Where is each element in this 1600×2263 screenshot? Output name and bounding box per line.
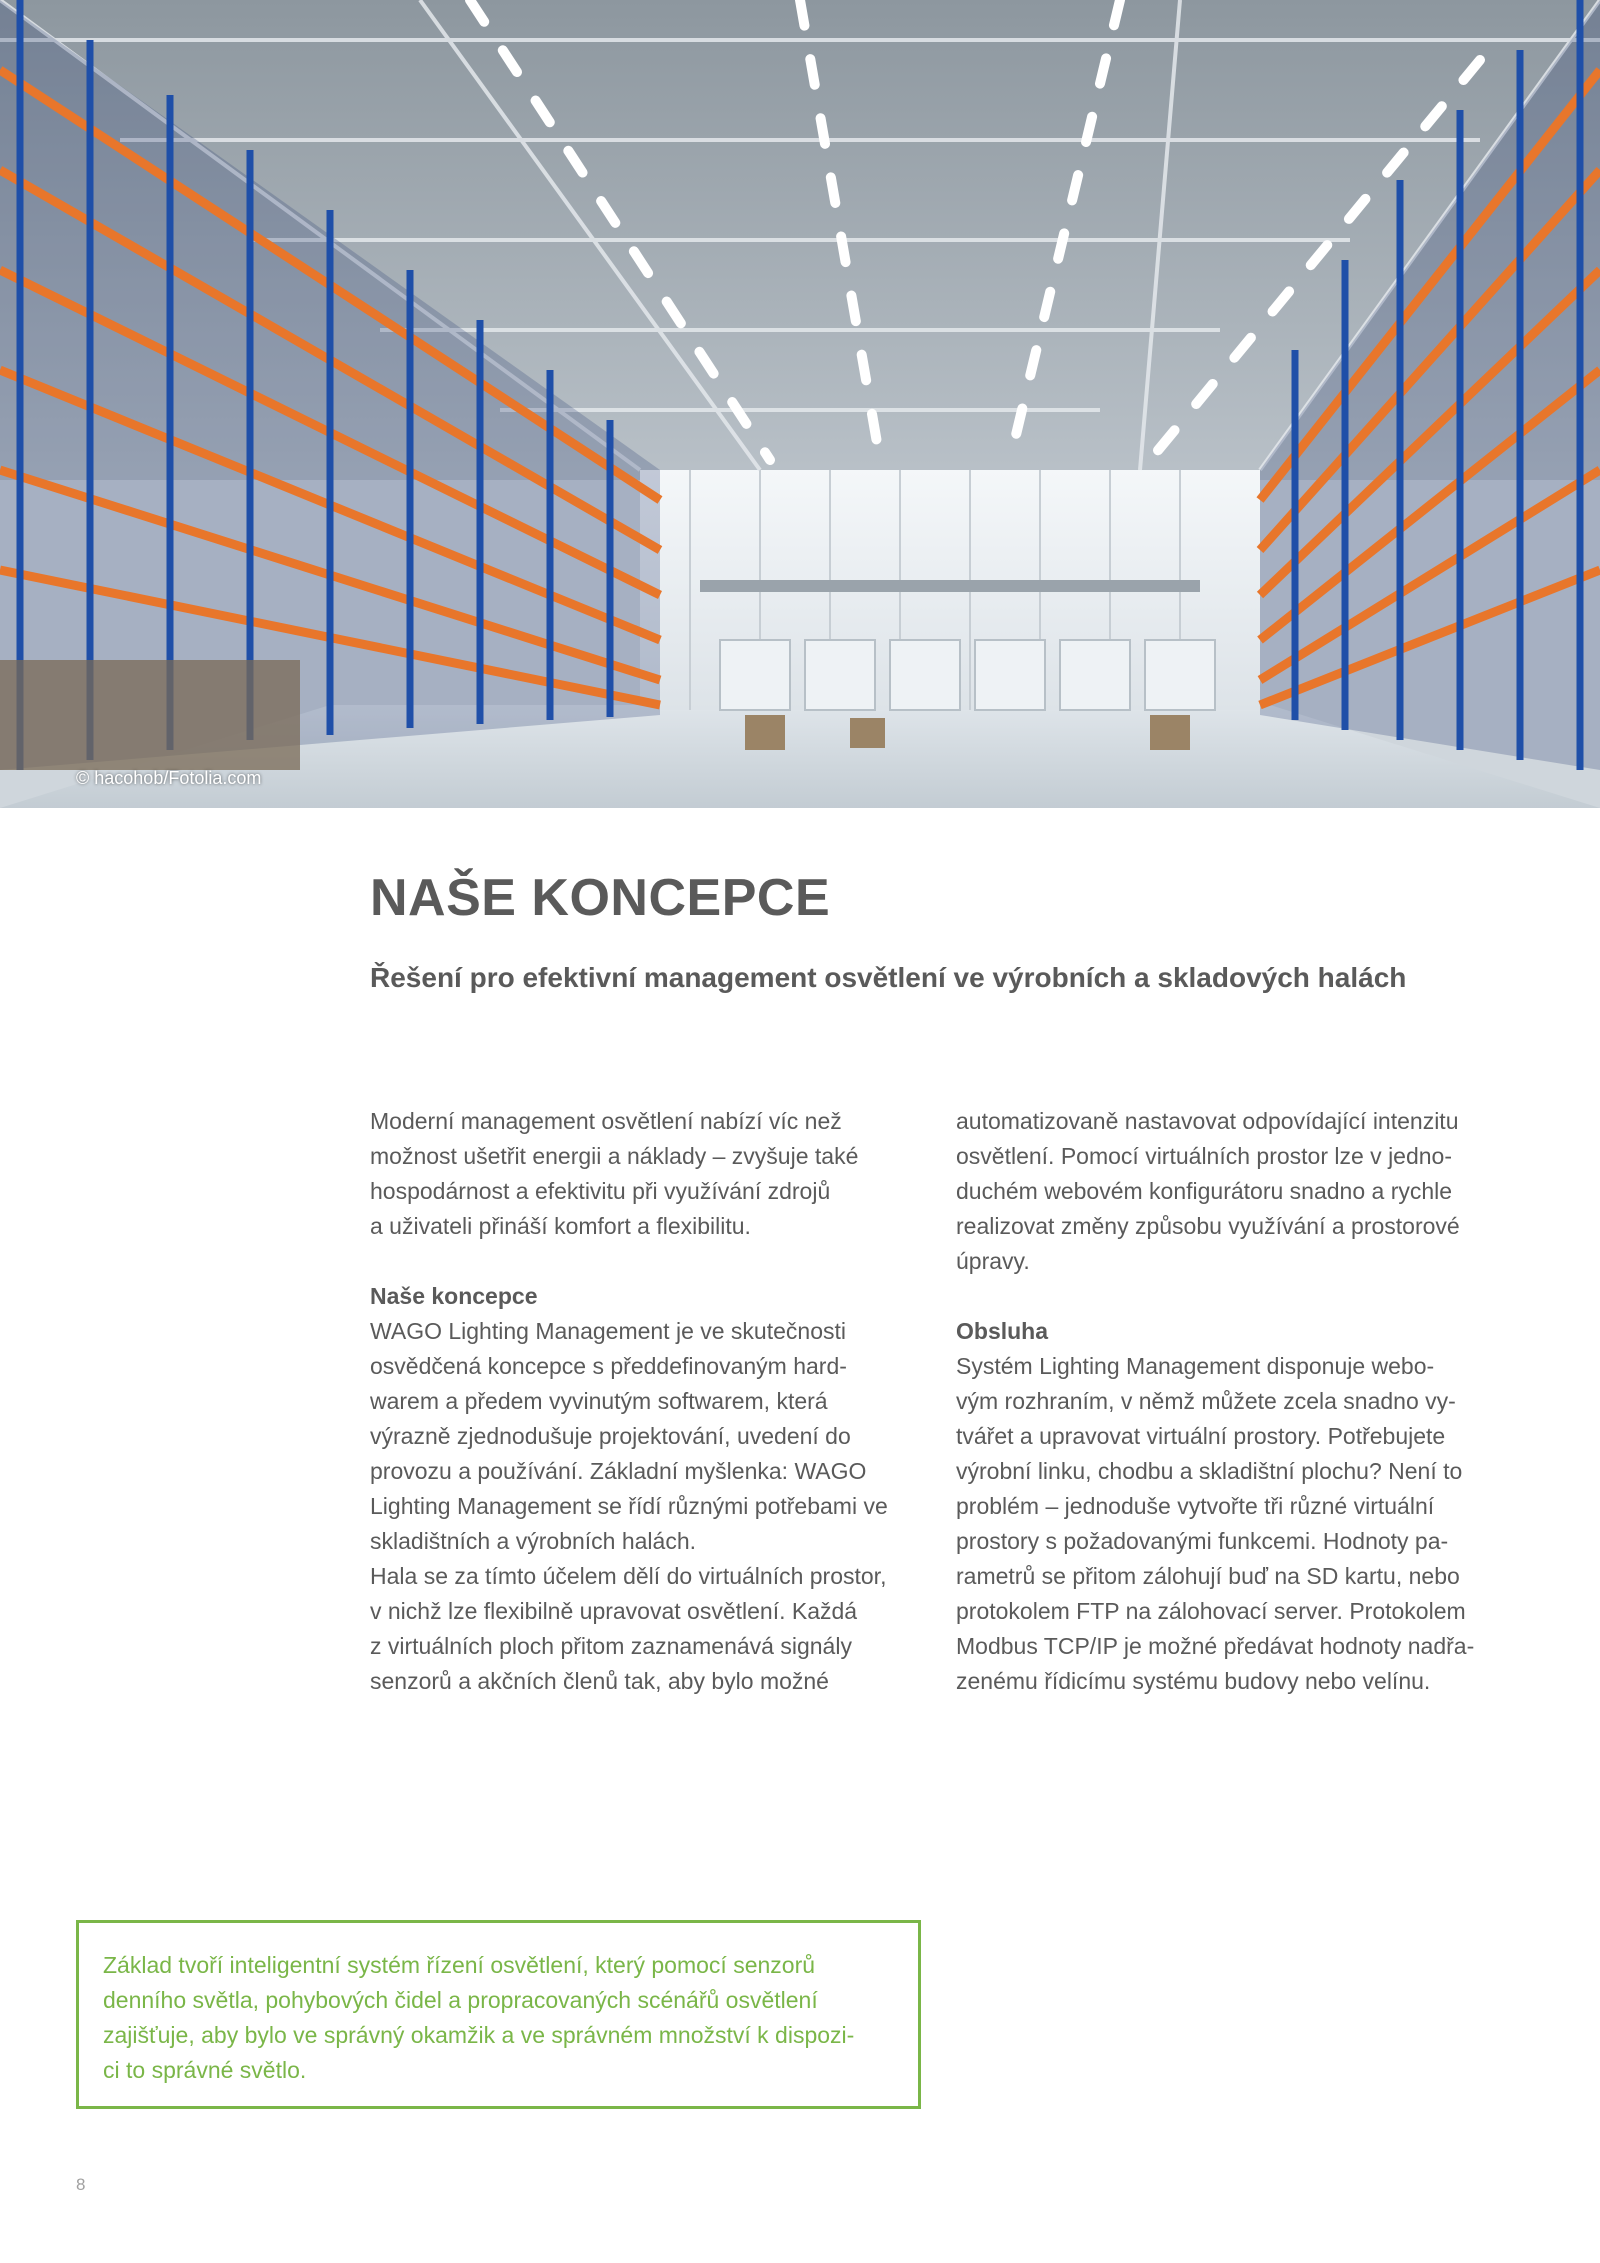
- text-line: v nichž lze flexibilně upravovat osvětlení. Každá: [370, 1598, 858, 1624]
- page-subtitle: Řešení pro efektivní management osvětlení ve výrobních a skladových halách: [370, 962, 1407, 993]
- text-line: výrobní linku, chodbu a skladištní plochu? Není to: [956, 1458, 1463, 1484]
- text-line: realizovat změny způsobu využívání a prostorové: [956, 1213, 1460, 1239]
- text-line: Moderní management osvětlení nabízí víc než: [370, 1108, 842, 1134]
- text-line: duchém webovém konfigurátoru snadno a rychle: [956, 1178, 1453, 1204]
- text-line: tvářet a upravovat virtuální prostory. Potřebujete: [956, 1423, 1446, 1449]
- section-heading-nase-koncepce: Naše koncepce: [370, 1283, 538, 1309]
- section-heading-obsluha: Obsluha: [956, 1318, 1049, 1344]
- page-number: 8: [76, 2175, 86, 2194]
- text-line: automatizovaně nastavovat odpovídající intenzitu: [956, 1108, 1459, 1134]
- text-line: WAGO Lighting Management je ve skutečnosti: [370, 1318, 846, 1344]
- text-line: vým rozhraním, v němž můžete zcela snadno vy-: [956, 1388, 1456, 1414]
- text-line: prostory s požadovanými funkcemi. Hodnoty pa-: [956, 1528, 1449, 1554]
- text-line: Modbus TCP/IP je možné předávat hodnoty nadřa-: [956, 1633, 1475, 1659]
- text-line: zenému řídicímu systému budovy nebo velínu.: [956, 1668, 1431, 1694]
- callout-box: [76, 1920, 921, 2109]
- right-column: [956, 1104, 1526, 1699]
- text-line: protokolem FTP na zálohovací server. Protokolem: [956, 1598, 1466, 1624]
- text-line: Hala se za tímto účelem dělí do virtuálních prostor,: [370, 1563, 887, 1589]
- paragraph-gap: [956, 1279, 1526, 1314]
- text-line: z virtuálních ploch přitom zaznamenává signály: [370, 1633, 852, 1659]
- text-line: warem a předem vyvinutým softwarem, která: [370, 1388, 828, 1414]
- callout-line: zajišťuje, aby bylo ve správný okamžik a ve správném množství k dispozi-: [103, 2022, 855, 2048]
- photo-credit: © hacohob/Fotolia.com: [76, 768, 262, 788]
- callout-line: ci to správné světlo.: [103, 2057, 307, 2083]
- callout-line: Základ tvoří inteligentní systém řízení osvětlení, který pomocí senzorů: [103, 1952, 816, 1978]
- text-line: výrazně zjednodušuje projektování, uvedení do: [370, 1423, 851, 1449]
- text-line: skladištních a výrobních halách.: [370, 1528, 697, 1554]
- text-line: a uživateli přináší komfort a flexibilitu.: [370, 1213, 751, 1239]
- warehouse-illustration: [0, 0, 1600, 808]
- text-line: možnost ušetřit energii a náklady – zvyšuje také: [370, 1143, 859, 1169]
- text-line: Lighting Management se řídí různými potřebami ve: [370, 1493, 888, 1519]
- text-line: problém – jednoduše vytvořte tři různé virtuální: [956, 1493, 1435, 1519]
- text-line: úpravy.: [956, 1248, 1030, 1274]
- text-line: osvědčená koncepce s předdefinovaným hard-: [370, 1353, 847, 1379]
- text-line: rametrů se přitom zálohují buď na SD kartu, nebo: [956, 1563, 1460, 1589]
- paragraph-gap: [370, 1244, 940, 1279]
- text-line: Systém Lighting Management disponuje webo-: [956, 1353, 1435, 1379]
- text-line: provozu a používání. Základní myšlenka: WAGO: [370, 1458, 867, 1484]
- text-line: osvětlení. Pomocí virtuálních prostor lze v jedno-: [956, 1143, 1453, 1169]
- callout-line: denního světla, pohybových čidel a propracovaných scénářů osvětlení: [103, 1987, 818, 2013]
- left-column: [370, 1104, 940, 1699]
- text-line: senzorů a akčních členů tak, aby bylo možné: [370, 1668, 829, 1694]
- hero-photo: [0, 0, 1600, 808]
- page-title: NAŠE KONCEPCE: [370, 869, 831, 927]
- text-line: hospodárnost a efektivitu při využívání zdrojů: [370, 1178, 831, 1204]
